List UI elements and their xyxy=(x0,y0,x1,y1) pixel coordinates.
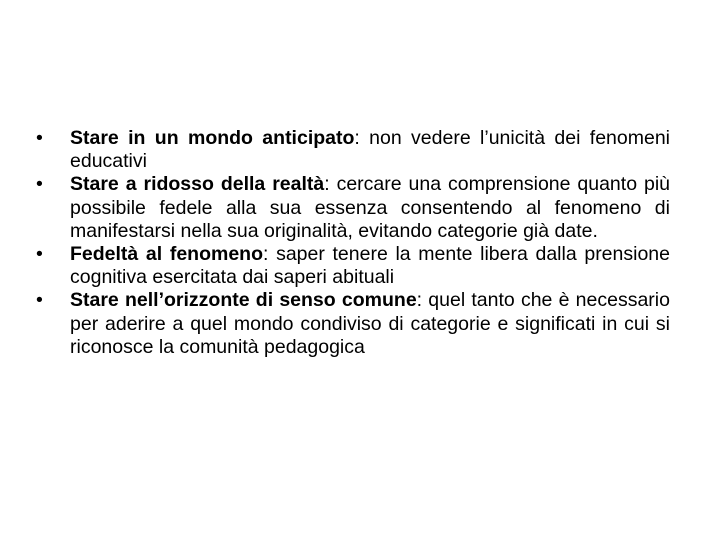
bullet-dot-icon: • xyxy=(36,289,43,312)
bullet-text: : quel tanto che è necessario per aderire a quel mondo condiviso di categorie e significati in cui si riconosce la comunità pedagogica xyxy=(70,289,670,358)
bullet-item-ridosso-realta xyxy=(36,173,670,243)
bullet-term: Fedeltà al fenomeno xyxy=(70,243,264,266)
bullet-list xyxy=(36,127,670,359)
bullet-text: : cercare una comprensione quanto più possibile fedele alla sua essenza consentendo al fenomeno di manifestarsi nella sua originalità, evitando categorie già date. xyxy=(70,173,670,242)
bullet-dot-icon: • xyxy=(36,127,43,149)
bullet-dot-icon: • xyxy=(36,243,43,266)
bullet-dot-icon: • xyxy=(36,173,43,196)
bullet-text: : non vedere l’unicità dei fenomeni educativi xyxy=(70,127,670,173)
bullet-item-fedelta-fenomeno xyxy=(36,243,670,289)
bullet-item-mondo-anticipato xyxy=(36,127,670,173)
bullet-term: Stare in un mondo anticipato xyxy=(70,127,355,149)
bullet-text: : saper tenere la mente libera dalla prensione cognitiva esercitata dai saperi abituali xyxy=(70,243,670,289)
bullet-term: Stare a ridosso della realtà xyxy=(70,173,325,196)
bullet-item-senso-comune xyxy=(36,289,670,359)
bullet-term: Stare nell’orizzonte di senso comune xyxy=(70,289,417,312)
